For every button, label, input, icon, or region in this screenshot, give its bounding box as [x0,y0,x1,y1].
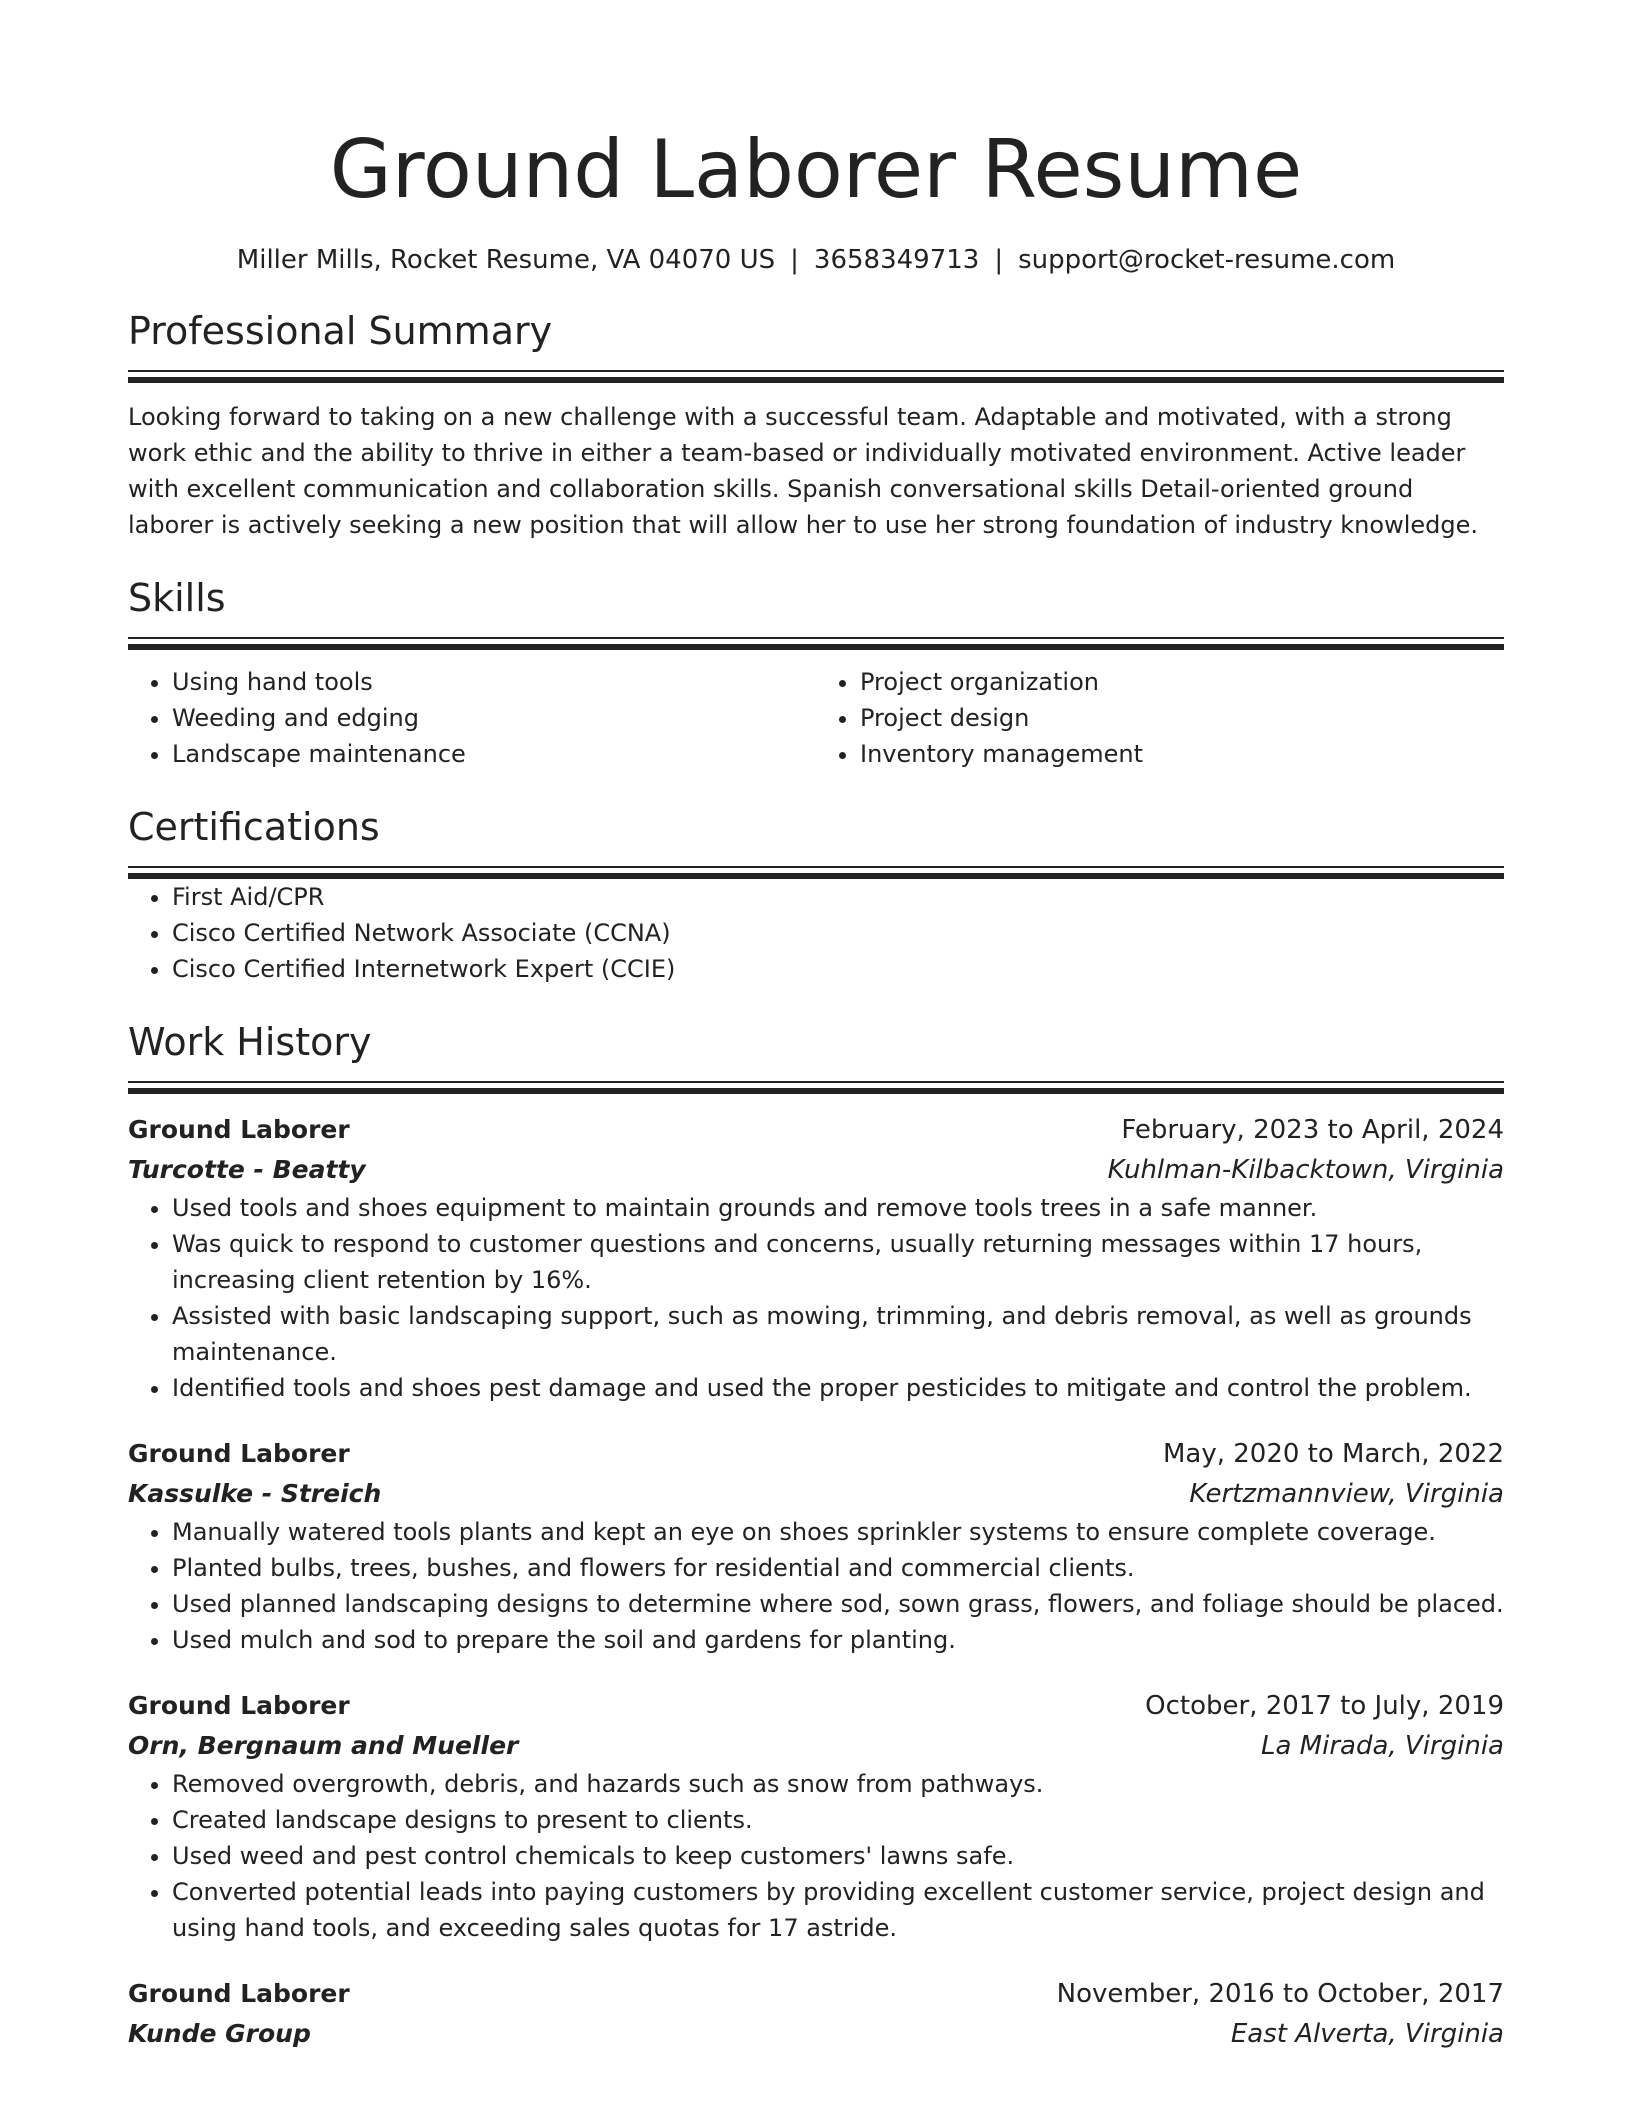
contact-separator: | [994,245,1004,275]
skill-item: • Weeding and edging [172,700,816,736]
skills-list-right [816,664,1504,772]
summary-section [128,306,1504,543]
certifications-list [128,879,1504,987]
contact-phone: 3658349713 [813,245,980,275]
skills-heading: Skills [128,576,226,620]
skill-item: • Project organization [860,664,1504,700]
job-dates: November, 2016 to October, 2017 [1056,1979,1504,2009]
skills-section [128,573,1504,772]
section-divider [128,637,1504,650]
contact-separator: | [790,245,799,275]
job-bullet: • Used mulch and sod to prepare the soil and gardens for planting. [172,1622,1504,1658]
job-dates: October, 2017 to July, 2019 [1145,1691,1504,1721]
job-bullet: • Used planned landscaping designs to determine where sod, sown grass, flowers, and foliage should be placed. [172,1586,1504,1622]
skill-item: • Inventory management [860,736,1504,772]
job-header-row [128,1974,1504,2014]
job-title: Ground Laborer [128,1979,350,2008]
skills-list-left [128,664,816,772]
job-company: Kassulke - Streich [128,1479,382,1508]
skills-grid [128,664,1504,772]
work-history-section [128,1017,1504,2054]
skills-column-left [128,664,816,772]
skills-column-right [816,664,1504,772]
job-entry [128,1110,1504,1406]
job-bullet: • Identified tools and shoes pest damage and used the proper pesticides to mitigate and control the problem. [172,1370,1504,1406]
job-dates: February, 2023 to April, 2024 [1121,1115,1504,1145]
summary-heading: Professional Summary [128,309,553,353]
job-company-row [128,2014,1504,2054]
job-entry [128,1974,1504,2054]
job-title: Ground Laborer [128,1439,350,1468]
job-company: Kunde Group [128,2019,311,2048]
job-bullets [128,1514,1504,1658]
job-bullet: • Manually watered tools plants and kept an eye on shoes sprinkler systems to ensure complete coverage. [172,1514,1504,1550]
certifications-section [128,802,1504,987]
job-company: Turcotte - Beatty [128,1155,366,1184]
job-bullets [128,1190,1504,1406]
job-title: Ground Laborer [128,1115,350,1144]
certification-item: • First Aid/CPR [172,879,1504,915]
job-company-row [128,1150,1504,1190]
skill-item: • Using hand tools [172,664,816,700]
job-header-row [128,1434,1504,1474]
job-location: Kertzmannview, Virginia [1189,1479,1504,1509]
job-title: Ground Laborer [128,1691,350,1720]
certifications-heading: Certifications [128,805,380,849]
certification-item: • Cisco Certified Internetwork Expert (CCIE) [172,951,1504,987]
section-divider [128,370,1504,383]
resume-title: Ground Laborer Resume [329,123,1303,216]
job-dates: May, 2020 to March, 2022 [1162,1439,1504,1469]
job-bullet: • Created landscape designs to present to clients. [172,1802,1504,1838]
summary-text: Looking forward to taking on a new challenge with a successful team. Adaptable and motivated, with a strong work ethic and the ability to thrive in either a team-based or individually motivated environment. Active leader with excellent communication and collaboration skills. Spanish conversational skills Detail-oriented ground laborer is actively seeking a new position that will allow her to use her strong foundation of industry knowledge. [128,403,1478,539]
skill-item: • Project design [860,700,1504,736]
section-divider [128,1081,1504,1094]
job-company-row [128,1726,1504,1766]
job-bullet: • Planted bulbs, trees, bushes, and flowers for residential and commercial clients. [172,1550,1504,1586]
job-bullet: • Assisted with basic landscaping support, such as mowing, trimming, and debris removal, as well as grounds maintenance. [172,1298,1504,1370]
job-bullet: • Used weed and pest control chemicals to keep customers' lawns safe. [172,1838,1504,1874]
contact-address: Miller Mills, Rocket Resume, VA 04070 US [236,245,776,275]
job-entry [128,1686,1504,1946]
job-location: La Mirada, Virginia [1261,1731,1504,1761]
contact-line [128,242,1504,278]
section-divider [128,866,1504,879]
certification-item: • Cisco Certified Network Associate (CCNA) [172,915,1504,951]
job-bullet: • Was quick to respond to customer questions and concerns, usually returning messages within 17 hours, increasing client retention by 16%. [172,1226,1504,1298]
work-history-heading: Work History [128,1020,372,1064]
job-location: East Alverta, Virginia [1230,2019,1504,2049]
job-bullets [128,1766,1504,1946]
job-header-row [128,1686,1504,1726]
job-bullet: • Removed overgrowth, debris, and hazards such as snow from pathways. [172,1766,1504,1802]
contact-email: support@rocket-resume.com [1018,245,1396,275]
job-bullet: • Converted potential leads into paying customers by providing excellent customer service, project design and using hand tools, and exceeding sales quotas for 17 astride. [172,1874,1504,1946]
job-location: Kuhlman-Kilbacktown, Virginia [1107,1155,1504,1185]
job-entry [128,1434,1504,1658]
job-bullet: • Used tools and shoes equipment to maintain grounds and remove tools trees in a safe manner. [172,1190,1504,1226]
job-header-row [128,1110,1504,1150]
skill-item: • Landscape maintenance [172,736,816,772]
job-company-row [128,1474,1504,1514]
job-company: Orn, Bergnaum and Mueller [128,1731,519,1760]
